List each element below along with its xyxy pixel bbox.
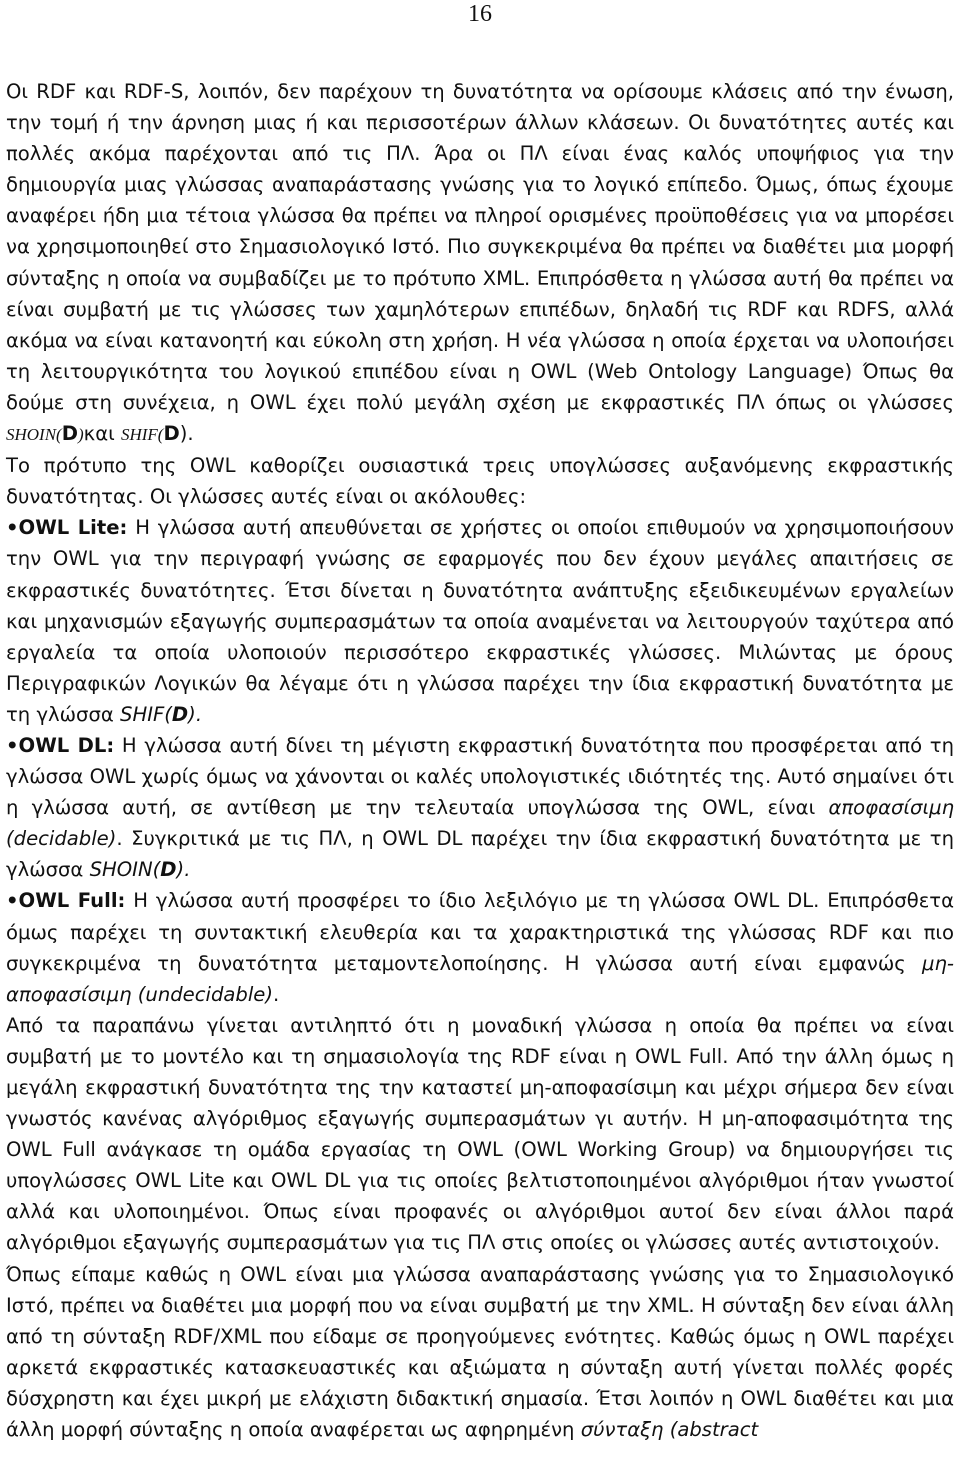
abstract-syntax-term: σύνταξη (abstract <box>580 1418 759 1442</box>
bullet-icon: • <box>6 889 19 913</box>
owl-dl-dl: SHOIN( <box>89 858 161 882</box>
owl-dl-text: Η γλώσσα αυτή δίνει τη μέγιστη εκφραστική δυνατότητα που προσφέρεται από τη γλώσσα OWL χωρίς όμως να χάνονται οι καλές υπολογιστικές ιδιότητές της. Αυτό σημαίνει ότι η γλώσσα αυτή, σε αντίθεση με την τελευταία υπογλώσσα της OWL, είναι <box>6 733 954 820</box>
paragraph-intro-text: Οι RDF και RDF-S, λοιπόν, δεν παρέχουν τη δυνατότητα να ορίσουμε κλάσεις από την ένωση, την τομή ή την άρνηση μιας ή και περισσοτέρων άλλων κλάσεων. Οι δυνατότητες αυτές και πολλές ακόμα παρέχονται από τις ΠΛ. Άρα οι ΠΛ είναι ένας καλός υποψήφιος για την δημιουργία μιας γλώσσας αναπαράστασης γνώσης για το λογικό επίπεδο. Όμως, όπως έχουμε αναφέρει ήδη μια τέτοια γλώσσα θα πρέπει να πληροί ορισμένες προϋποθέσεις για να μπορέσει να χρησιμοποιηθεί στο Σημασιολογικό Ιστό. Πιο συγκεκριμένα θα πρέπει να διαθέτει μια μορφή σύνταξης η οποία να συμβαδίζει με το πρότυπο XML. Επιπρόσθετα η γλώσσα αυτή θα πρέπει να είναι συμβατή με τις γλώσσες των χαμηλότερων επιπέδων, δηλαδή τις RDF και RDFS, αλλά ακόμα να είναι κατανοητή και εύκολη στη χρήση. Η νέα γλώσσα η οποία έρχεται να υλοποιήσει τη λειτουργικότητα του λογικού επιπέδου είναι η OWL (Web Ontology Language) Όπως θα δούμε στη συνέχεια, η OWL έχει πολύ μεγάλη σχέση με εκφραστικές ΠΛ όπως οι γλώσσες <box>6 80 954 414</box>
page-body <box>6 76 954 1445</box>
dl-d-shif: D <box>163 422 180 446</box>
bullet-icon: • <box>6 733 19 757</box>
conjunction: και <box>83 422 115 446</box>
bullet-owl-dl <box>6 730 954 885</box>
paragraph-sublanguages: Το πρότυπο της OWL καθορίζει ουσιαστικά τρεις υπογλώσσες αυξανόμενης εκφραστικής δυνατότητας. Οι γλώσσες αυτές είναι οι ακόλουθες: <box>6 454 954 509</box>
dl-close-shoin: ) <box>77 425 84 445</box>
owl-dl-term: OWL DL: <box>18 733 115 757</box>
owl-full-end: . <box>272 982 280 1006</box>
owl-lite-d: D <box>171 702 189 726</box>
owl-full-text: Η γλώσσα αυτή προσφέρει το ίδιο λεξιλόγιο με τη γλώσσα OWL DL. Επιπρόσθετα όμως παρέχει τη συντακτική ελευθερία και τα χαρακτηριστικά της γλώσσας RDF και πιο συγκεκριμένα τη δυνατότητα μεταμοντελοποίησης. Η γλώσσα αυτή είναι εμφανώς <box>6 889 954 975</box>
dl-name-shif: SHIF( <box>120 425 164 445</box>
bullet-icon: • <box>6 516 19 540</box>
owl-lite-term: OWL Lite: <box>18 516 128 540</box>
owl-dl-d: D <box>160 858 177 882</box>
owl-lite-dl: SHIF( <box>120 702 172 726</box>
paragraph-syntax <box>6 1259 954 1446</box>
paragraph-syntax-text: Όπως είπαμε καθώς η OWL είναι μια γλώσσα αναπαράστασης γνώσης για το Σημασιολογικό Ιστό, πρέπει να διαθέτει μια μορφή που να είναι συμβατή με την XML. Η σύνταξη δεν είναι άλλη από τη σύνταξη RDF/XML που είδαμε σε προηγούμενες ενότητες. Καθώς όμως η OWL παρέχει αρκετά εκφραστικές κατασκευαστικές και αξιώματα η σύνταξη αυτή γίνεται πολλές φορές δύσχρηστη και έχει μικρή με ελάχιστη διδακτική σημασία. Έτσι λοιπόν η OWL διαθέτει και μια άλλη μορφή σύνταξης η οποία αναφέρεται ως αφηρημένη <box>6 1262 954 1442</box>
paragraph-intro <box>6 76 954 450</box>
dl-d-shoin: D <box>61 422 78 446</box>
paragraph-intro-end: ). <box>179 422 194 446</box>
dl-name-shoin: SHOIN( <box>6 425 62 445</box>
owl-full-undecidable: μη-αποφασίσιμη (undecidable) <box>6 951 954 1006</box>
owl-full-term: OWL Full: <box>18 889 126 913</box>
owl-lite-text: Η γλώσσα αυτή απευθύνεται σε χρήστες οι οποίοι επιθυμούν να χρησιμοποιήσουν την OWL για την περιγραφή γνώσης σε εφαρμογές που δεν έχουν μεγάλες απαιτήσεις σε εκφραστικές δυνατότητες. Έτσι δίνεται η δυνατότητα ανάπτυξης εξειδικευμένων εργαλείων και μηχανισμών εξαγωγής συμπερασμάτων τα οποία αναμένεται να λειτουργούν ταχύτερα από εργαλεία τα οποία υλοποιούν περισσότερο εκφραστικές γλώσσες. Μιλώντας με όρους Περιγραφικών Λογικών θα λέγαμε ότι η γλώσσα παρέχει την ίδια εκφραστική δυνατότητα με τη γλώσσα <box>6 516 954 726</box>
owl-dl-decidable: αποφασίσιμη (decidable) <box>6 796 954 851</box>
bullet-owl-lite <box>6 512 954 730</box>
owl-lite-end: ). <box>188 702 203 726</box>
owl-dl-end: ). <box>176 858 191 882</box>
paragraph-owl-full: Από τα παραπάνω γίνεται αντιληπτό ότι η μοναδική γλώσσα η οποία θα πρέπει να είναι συμβατή με το μοντέλο και τη σημασιολογία της RDF είναι η OWL Full. Από την άλλη όμως η μεγάλη εκφραστική δυνατότητα της την καταστεί μη-αποφασίσιμη και μέχρι σήμερα δεν είναι γνωστός κανένας αλγόριθμος εξαγωγής συμπερασμάτων γι αυτήν. Η μη-αποφασιμότητα της OWL Full ανάγκασε τη ομάδα εργασίας τη OWL (OWL Working Group) να δημιουργήσει τις υπογλώσσες OWL Lite και OWL DL για τις οποίες βελτιστοποιημένοι αλγόριθμοι ήταν γνωστοί αλλά και υλοποιημένοι. Όπως είναι προφανές οι αλγόριθμοι αυτοί δεν είναι άλλοι παρά αλγόριθμοι εξαγωγής συμπερασμάτων για τις ΠΛ στις οποίες οι γλώσσες αυτές αντιστοιχούν. <box>6 1013 954 1255</box>
page-number: 16 <box>468 1 492 27</box>
owl-dl-text2: . Συγκριτικά με τις ΠΛ, η OWL DL παρέχει την ίδια εκφραστική δυνατότητα με τη γλώσσα <box>6 827 954 882</box>
bullet-owl-full <box>6 885 954 1009</box>
